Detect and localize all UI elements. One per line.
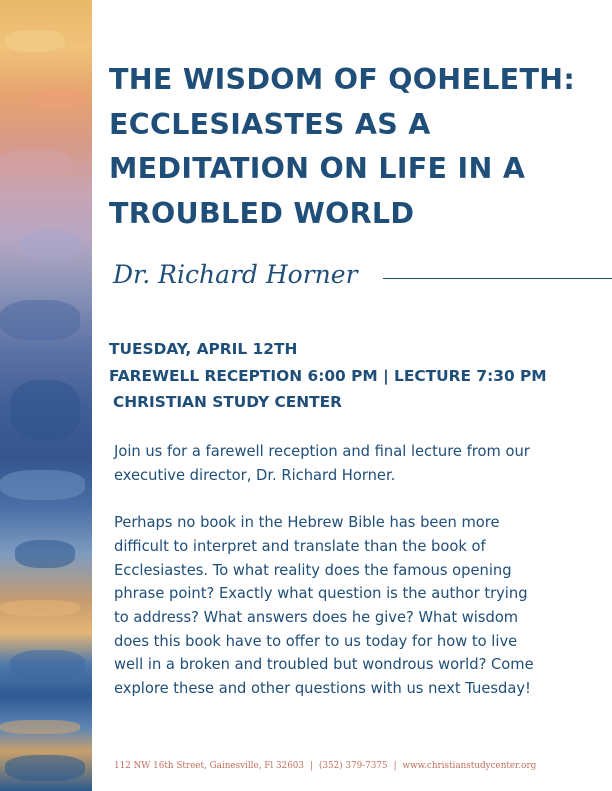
speaker-row	[113, 260, 612, 300]
lecture-title: THE WISDOM OF QOHELETH: ECCLESIASTES AS A MEDITATION ON LIFE IN A TROUBLED WORLD	[109, 63, 576, 230]
intro-paragraph: Join us for a farewell reception and final lecture from our executive director, Dr. Richard Horner.	[114, 443, 530, 484]
painting-strip	[0, 0, 92, 791]
contact-footer	[114, 761, 594, 771]
event-location: CHRISTIAN STUDY CENTER	[113, 393, 343, 411]
footer-separator: |	[310, 761, 313, 771]
footer-website[interactable]: www.christianstudycenter.org	[402, 761, 537, 771]
divider-line	[383, 278, 612, 279]
event-description	[114, 440, 539, 701]
event-details	[109, 336, 599, 416]
footer-separator: |	[393, 761, 397, 771]
speaker-name: Dr. Richard Horner	[113, 260, 358, 289]
event-date: TUESDAY, APRIL 12TH	[109, 340, 298, 358]
footer-phone: (352) 379-7375	[318, 761, 388, 771]
event-times: FAREWELL RECEPTION 6:00 PM | LECTURE 7:30 PM	[109, 366, 547, 385]
description-paragraph: Perhaps no book in the Hebrew Bible has been more difficult to interpret and translate than the book of Ecclesiastes. To what reality does the famous opening phrase point? Exactly what question is the author trying to address? What answers does he give? What wisdom does this book have to offer to us today for how to live well in a broken and troubled but wondrous world? Come explore these and other questions with us next Tuesday!	[114, 514, 534, 698]
footer-address: 112 NW 16th Street, Gainesville, Fl 32603	[114, 761, 304, 771]
